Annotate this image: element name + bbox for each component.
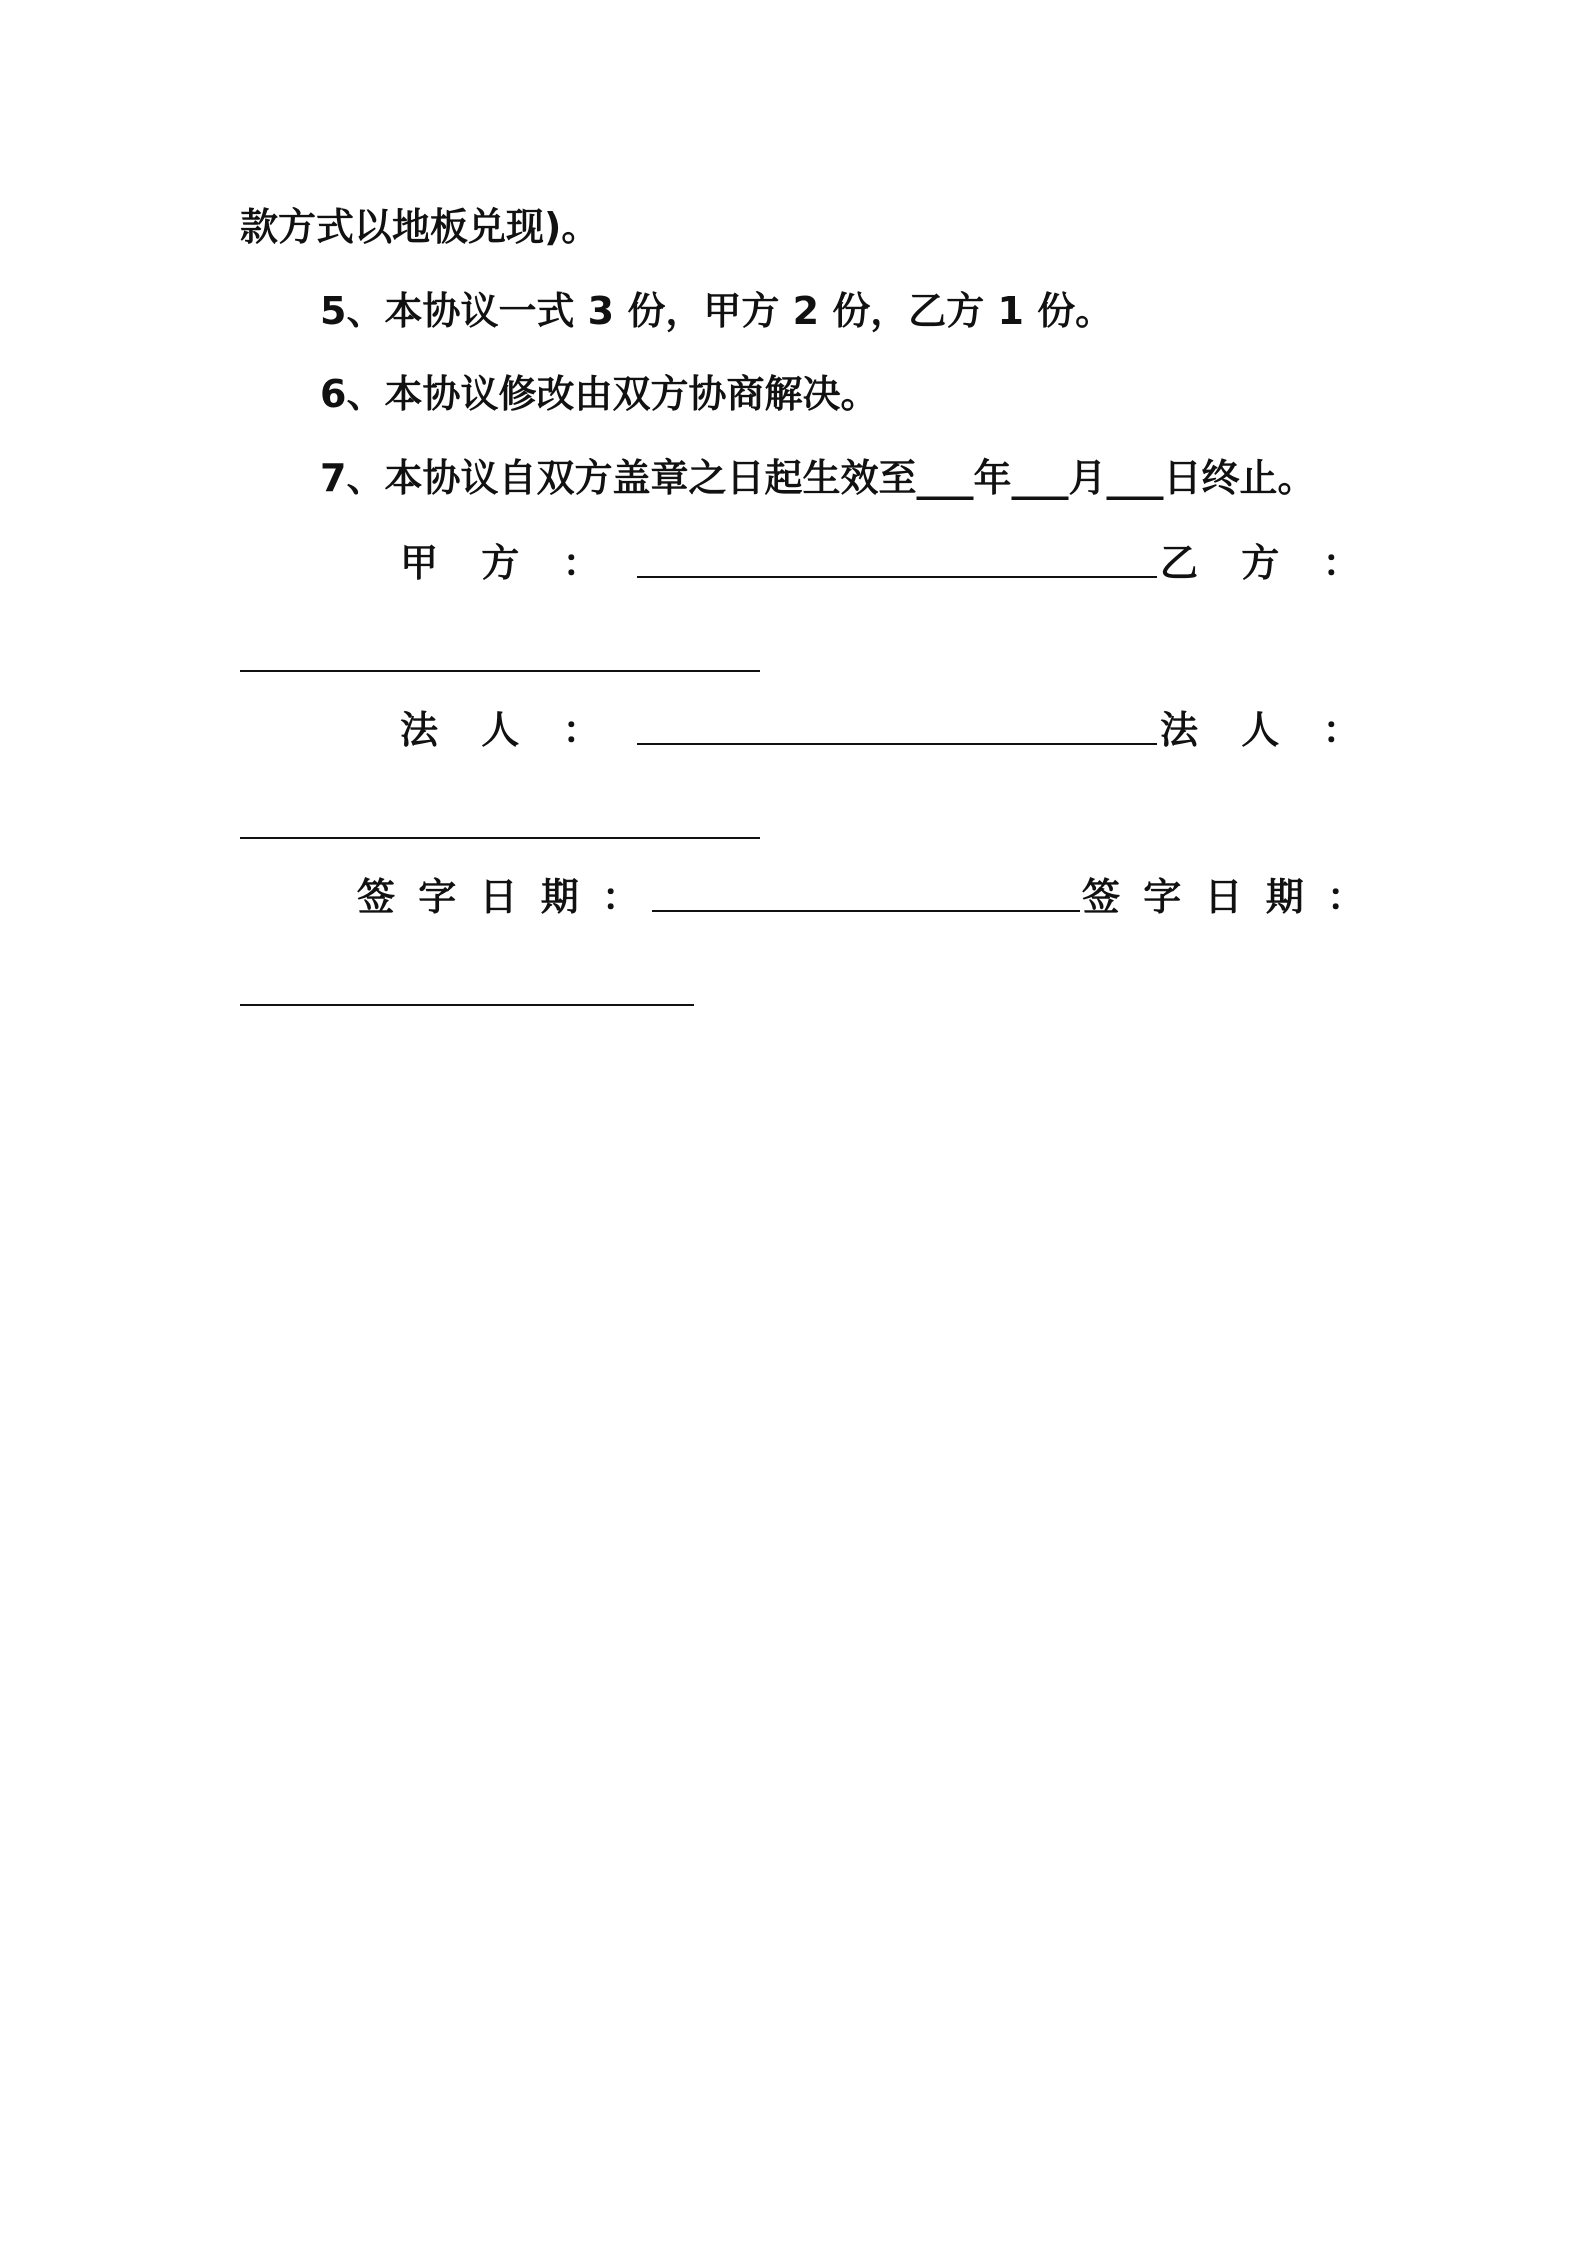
party-a-blank[interactable] [637,576,1157,578]
legal-a-label: 法 人 ： [400,708,601,752]
legal-a-blank[interactable] [637,743,1157,745]
date-b-blank[interactable] [240,1004,694,1006]
date-b-label: 签 字 日 期 ： [1082,875,1365,919]
legal-b-label: 法 人 ： [1160,708,1361,752]
party-a-label: 甲 方 ： [400,541,601,585]
party-b-label: 乙 方 ： [1160,541,1361,585]
date-a-label: 签 字 日 期 ： [357,875,640,919]
paragraph-item-5: 5、本协议一式 3 份，甲方 2 份，乙方 1 份。 [320,289,1114,333]
paragraph-item-6: 6、本协议修改由双方协商解决。 [320,372,879,416]
paragraph-item-7: 7、本协议自双方盖章之日起生效至___年___月___日终止。 [320,456,1316,500]
party-b-blank[interactable] [240,670,760,672]
date-a-blank[interactable] [652,910,1080,912]
legal-b-blank[interactable] [240,837,760,839]
paragraph-continuation: 款方式以地板兑现)。 [240,205,600,249]
